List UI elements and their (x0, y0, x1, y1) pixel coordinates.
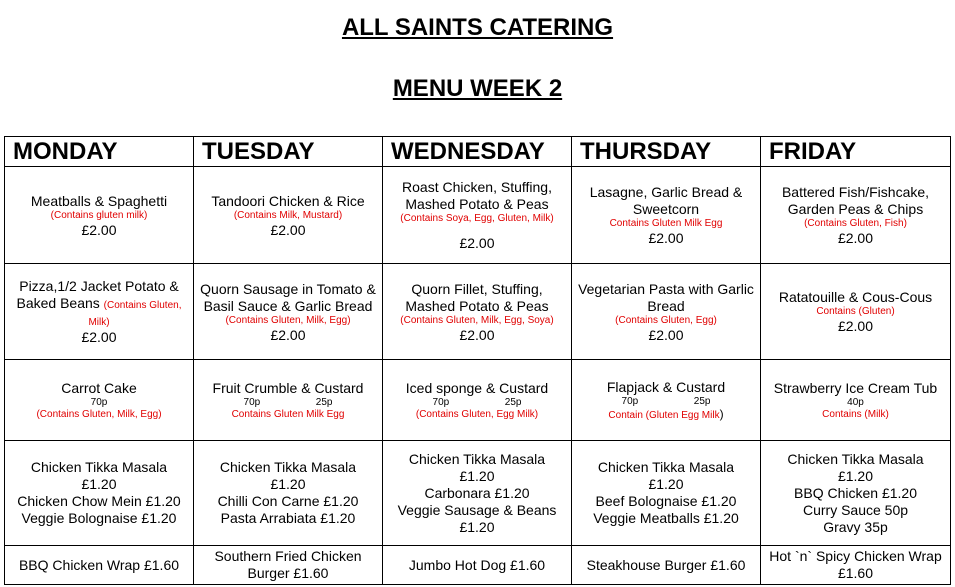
special-item: Beef Bolognaise £1.20 (595, 493, 737, 509)
grab-item-cell (383, 546, 572, 585)
special-item: Chicken Tikka Masala (408, 450, 546, 467)
dessert-cell (572, 360, 761, 441)
dish-name: Meatballs & Spaghetti (30, 192, 168, 209)
menu-table (4, 136, 951, 585)
allergen-info: (Contains Gluten, Egg Milk) (415, 408, 539, 420)
page-title: ALL SAINTS CATERING (341, 14, 614, 41)
allergen-info: (Contains Milk, Mustard) (233, 209, 343, 221)
menu-week-heading: MENU WEEK 2 (392, 75, 563, 102)
dessert-prices: 70p 25p (432, 396, 522, 408)
day-header-wednesday: WEDNESDAY (383, 137, 572, 167)
main-course-cell (5, 167, 194, 264)
dish-price: £2.00 (459, 326, 495, 343)
daily-specials-cell (761, 441, 951, 546)
allergen-info: Contains Gluten Milk Egg (609, 218, 723, 229)
main-course-row (5, 264, 951, 360)
day-header-monday: MONDAY (5, 137, 194, 167)
dessert-row (5, 360, 951, 441)
special-item: £1.20 (459, 518, 495, 535)
grab-item: Steakhouse Burger £1.60 (586, 556, 746, 573)
dish-price: £2.00 (81, 329, 117, 345)
special-item: £1.20 (81, 476, 117, 492)
special-item: Chicken Tikka Masala (30, 459, 168, 475)
special-item: £1.20 (648, 476, 684, 492)
dish-price: £2.00 (459, 235, 495, 251)
dish-price: £2.00 (648, 230, 684, 246)
dish-name: Ratatouille & Cous-Cous (778, 289, 933, 305)
special-item: Gravy 35p (823, 518, 888, 535)
dish-name: Lasagne, Garlic Bread & Sweetcorn (589, 184, 743, 217)
grab-item-cell (5, 546, 194, 585)
dessert-cell (5, 360, 194, 441)
allergen-info: (Contains Soya, Egg, Gluten, Milk) (400, 213, 554, 224)
allergen-info: (Contains Gluten, Fish) (804, 218, 907, 229)
allergen-info: (Contains Gluten, Milk, Egg) (36, 408, 162, 420)
special-item: Chicken Chow Mein £1.20 (17, 493, 181, 509)
dessert-name: Fruit Crumble & Custard (212, 379, 364, 396)
dish-name: Pizza,1/2 Jacket Potato & Baked Beans (Contains Gluten, Milk) (16, 278, 182, 328)
dish-name: Vegetarian Pasta with Garlic Bread (578, 280, 754, 314)
dish-name: Quorn Fillet, Stuffing, Mashed Potato & Peas (405, 280, 549, 314)
main-course-cell (572, 264, 761, 360)
daily-specials-cell (572, 441, 761, 546)
dessert-prices: 70p 25p (243, 396, 333, 408)
day-header-thursday: THURSDAY (572, 137, 761, 167)
dish-price: £2.00 (81, 221, 117, 238)
allergen-info: (Contains Gluten, Milk, Egg, Soya) (400, 314, 554, 326)
main-course-cell (761, 264, 951, 360)
dessert-prices: 70p 25p (621, 395, 711, 407)
dessert-name: Carrot Cake (61, 379, 137, 396)
dessert-prices: 70p (90, 396, 108, 408)
special-item: Chicken Tikka Masala (597, 459, 735, 475)
main-course-cell (761, 167, 951, 264)
special-item: £1.20 (837, 467, 874, 484)
dish-price: £2.00 (837, 230, 874, 246)
dish-price: £2.00 (648, 326, 684, 343)
allergen-info: Contain (Gluten Egg Milk) (608, 406, 724, 421)
main-course-cell (383, 167, 572, 264)
dish-name: Roast Chicken, Stuffing, Mashed Potato & Peas (402, 179, 552, 212)
grab-item-cell (194, 546, 383, 585)
allergen-info: Contains Gluten Milk Egg (231, 408, 345, 420)
special-item: BBQ Chicken £1.20 (794, 484, 917, 501)
main-course-cell (194, 167, 383, 264)
special-item: Pasta Arrabiata £1.20 (220, 510, 356, 526)
main-course-row (5, 167, 951, 264)
daily-specials-cell (5, 441, 194, 546)
dessert-name: Strawberry Ice Cream Tub (773, 379, 938, 396)
daily-specials-row (5, 441, 951, 546)
special-item: Veggie Bolognaise £1.20 (21, 510, 177, 526)
special-item: £1.20 (459, 467, 495, 484)
grab-item: Southern Fried Chicken Burger £1.60 (214, 548, 362, 581)
grab-item: Hot `n` Spicy Chicken Wrap £1.60 (769, 548, 942, 581)
special-item: Veggie Meatballs £1.20 (593, 510, 739, 526)
dessert-name: Flapjack & Custard (606, 378, 726, 395)
allergen-info: (Contains Gluten, Milk) (88, 300, 182, 328)
dessert-name: Iced sponge & Custard (405, 379, 549, 396)
main-course-cell (194, 264, 383, 360)
dish-price: £2.00 (270, 221, 306, 238)
main-course-cell (5, 264, 194, 360)
allergen-info: Contains (Milk) (822, 408, 889, 420)
grab-item-cell (761, 546, 951, 585)
dish-price: £2.00 (837, 318, 874, 334)
dish-price: £2.00 (270, 326, 306, 343)
grab-and-go-row (5, 546, 951, 585)
dessert-prices: 40p (847, 396, 864, 408)
main-course-cell (572, 167, 761, 264)
special-item: Carbonara £1.20 (424, 484, 530, 501)
special-item: £1.20 (270, 476, 306, 492)
day-header-friday: FRIDAY (761, 137, 951, 167)
dessert-cell (194, 360, 383, 441)
dish-name: Battered Fish/Fishcake, Garden Peas & Chips (781, 184, 930, 217)
special-item: Curry Sauce 50p (802, 501, 909, 518)
allergen-info: Contains (Gluten) (816, 306, 895, 317)
special-item: Chilli Con Carne £1.20 (217, 493, 359, 509)
dessert-cell (761, 360, 951, 441)
main-course-cell (383, 264, 572, 360)
grab-item: BBQ Chicken Wrap £1.60 (18, 556, 180, 573)
daily-specials-cell (194, 441, 383, 546)
day-header-row (5, 137, 951, 167)
special-item: Chicken Tikka Masala (787, 450, 924, 467)
day-header-tuesday: TUESDAY (194, 137, 383, 167)
dish-name: Tandoori Chicken & Rice (211, 192, 365, 209)
special-item: Veggie Sausage & Beans (397, 501, 557, 518)
dish-name: Quorn Sausage in Tomato & Basil Sauce & Garlic Bread (200, 280, 376, 314)
allergen-info: (Contains Gluten, Milk, Egg) (225, 314, 351, 326)
grab-item-cell (572, 546, 761, 585)
grab-item: Jumbo Hot Dog £1.60 (408, 556, 546, 573)
special-item: Chicken Tikka Masala (219, 459, 357, 475)
daily-specials-cell (383, 441, 572, 546)
allergen-info: (Contains Gluten, Egg) (615, 314, 717, 326)
allergen-info: (Contains gluten milk) (50, 209, 148, 221)
dessert-cell (383, 360, 572, 441)
